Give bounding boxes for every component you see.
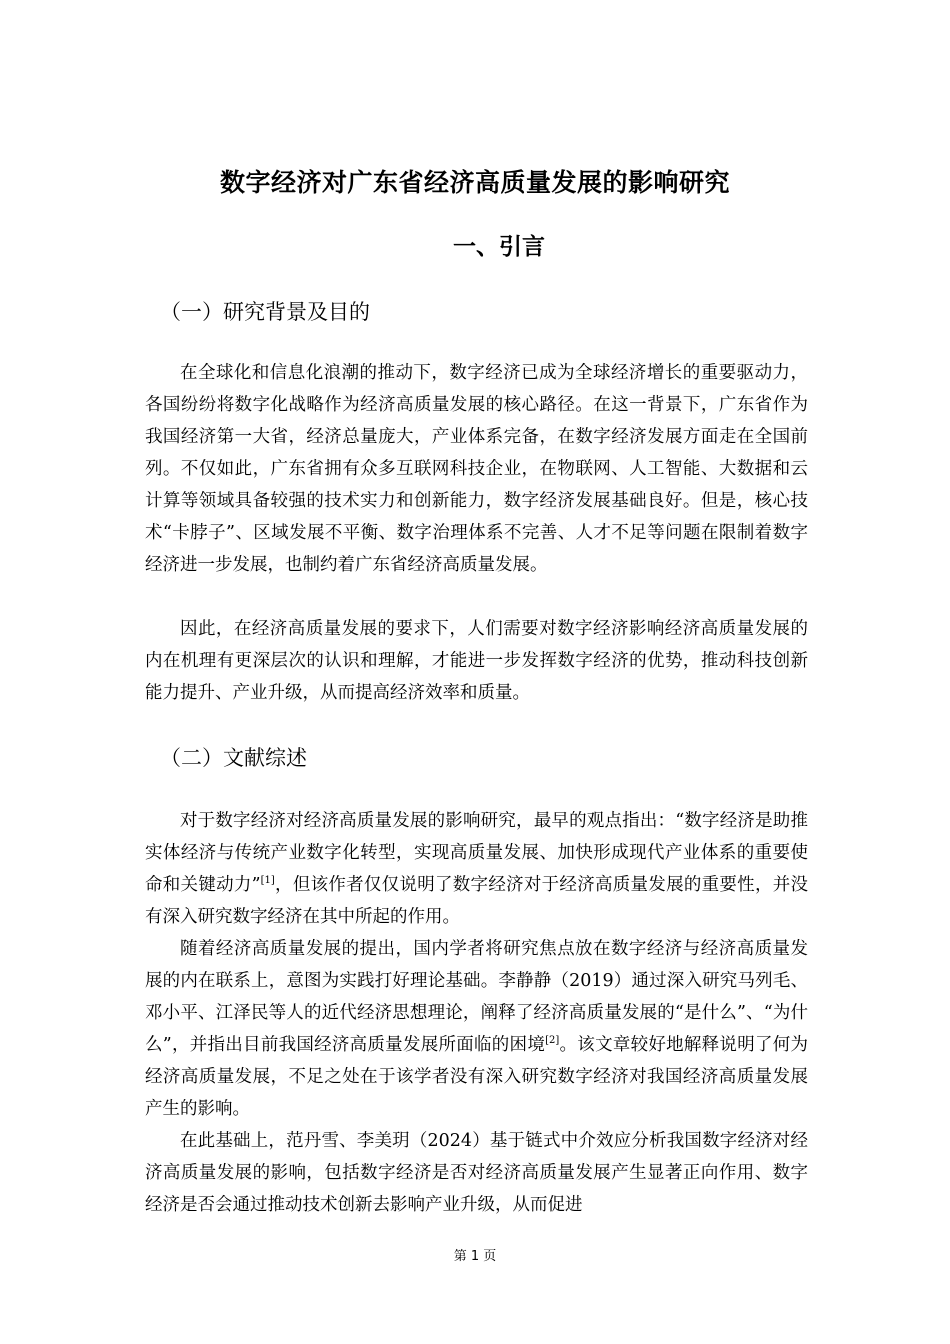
paragraph-literature-2 — [145, 933, 808, 1125]
paragraph-text: ，但该作者仅仅说明了数字经济对于经济高质量发展的重要性，并没有深入研究数字经济在其中所起的作用。 — [145, 875, 808, 927]
subsection-heading-literature: （二）文献综述 — [160, 746, 307, 770]
paragraph-text: 随着经济高质量发展的提出，国内学者将研究焦点放在数字经济与经济高质量发展的内在联系上，意图为实践打好理论基础。李静静（2019）通过深入研究马列毛、邓小平、江泽民等人的近代经济思想理论，阐释了经济高质量发展的“是什么”、“为什么”，并指出目前我国经济高质量发展所面临的困境 — [145, 939, 808, 1055]
paragraph-text: 。该文章较好地解释说明了何为经济高质量发展，不足之处在于该学者没有深入研究数字经济对我国经济高质量发展产生的影响。 — [145, 1035, 809, 1119]
section-heading-introduction: 一、引言 — [453, 234, 545, 260]
subsection-heading-background: （一）研究背景及目的 — [160, 300, 370, 324]
paragraph-literature-3: 在此基础上，范丹雪、李美玥（2024）基于链式中介效应分析我国数字经济对经济高质量发展的影响，包括数字经济是否对经济高质量发展产生显著正向作用、数字经济是否会通过推动技术创新去影响产业升级，从而促进 — [145, 1131, 808, 1215]
citation-ref-1: [1] — [260, 875, 275, 886]
paragraph-literature-1 — [145, 805, 808, 933]
paragraph-text: 对于数字经济对经济高质量发展的影响研究，最早的观点指出：“数字经济是助推实体经济与传统产业数字化转型，实现高质量发展、加快形成现代产业体系的重要使命和关键动力” — [145, 811, 808, 895]
citation-ref-2: [2] — [545, 1035, 560, 1046]
paragraph-background-1: 在全球化和信息化浪潮的推动下，数字经济已成为全球经济增长的重要驱动力，各国纷纷将数字化战略作为经济高质量发展的核心路径。在这一背景下，广东省作为我国经济第一大省，经济总量庞大，产业体系完备，在数字经济发展方面走在全国前列。不仅如此，广东省拥有众多互联网科技企业，在物联网、人工智能、大数据和云计算等领域具备较强的技术实力和创新能力，数字经济发展基础良好。但是，核心技术“卡脖子”、区域发展不平衡、数字治理体系不完善、人才不足等问题在限制着数字经济进一步发展，也制约着广东省经济高质量发展。 — [145, 363, 808, 575]
page-number: 第 1 页 — [453, 1249, 497, 1264]
paragraph-background-2: 因此，在经济高质量发展的要求下，人们需要对数字经济影响经济高质量发展的内在机理有更深层次的认识和理解，才能进一步发挥数字经济的优势，推动科技创新能力提升、产业升级，从而提高经济效率和质量。 — [145, 619, 808, 703]
document-title: 数字经济对广东省经济高质量发展的影响研究 — [219, 168, 730, 197]
